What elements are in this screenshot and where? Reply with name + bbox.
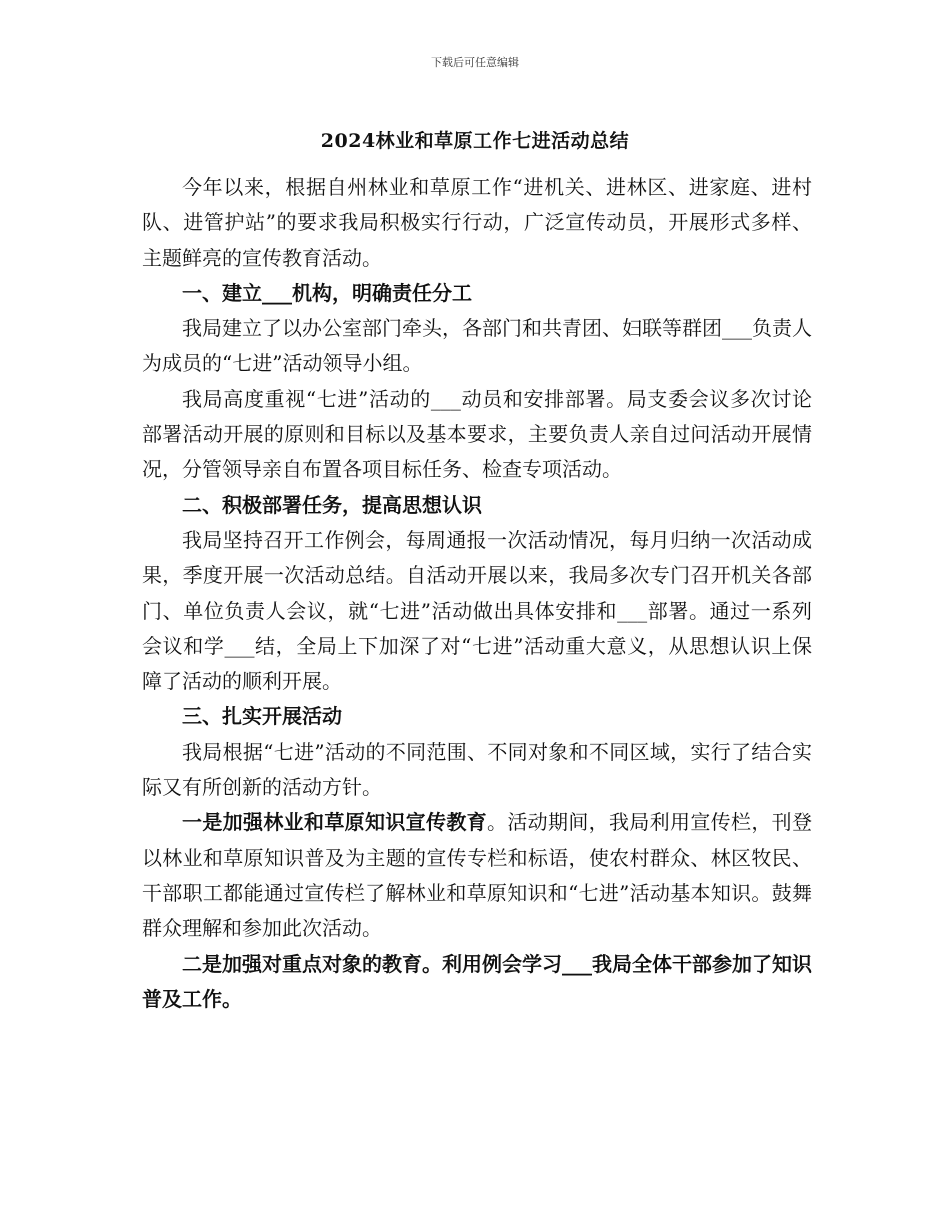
section-1-paragraph-1: 我局建立了以办公室部门牵头，各部门和共青团、妇联等群团___负责人为成员的“七进”活动领导小组。 [142,316,812,376]
section-3-item-1-lead: 一是加强林业和草原知识宣传教育 [182,810,487,835]
page-header-note: 下载后可任意编辑 [431,56,519,69]
section-2-paragraph-1: 我局坚持召开工作例会，每周通报一次活动情况，每月归纳一次活动成果，季度开展一次活动总结。自活动开展以来，我局多次专门召开机关各部门、单位负责人会议，就“七进”活动做出具体安排和___部署。通过一系列会议和学___结，全局上下加深了对“七进”活动重大意义，从思想认识上保障了活动的顺利开展。 [142,527,812,694]
section-2-heading: 二、积极部署任务，提高思想认识 [182,492,482,517]
section-3-item-1 [142,805,812,946]
section-1-paragraph-2: 我局高度重视“七进”活动的___动员和安排部署。局支委会议多次讨论部署活动开展的原则和目标以及基本要求，主要负责人亲自过问活动开展情况，分管领导亲自布置各项目标任务、检查专项活动。 [142,386,812,482]
section-3-item-1-rest: 。活动期间，我局利用宣传栏，刊登以林业和草原知识普及为主题的宣传专栏和标语，使农村群众、林区牧民、干部职工都能通过宣传栏了解林业和草原知识和“七进”活动基本知识。鼓舞群众理解和参加此次活动。 [142,810,812,941]
intro-paragraph: 今年以来，根据自州林业和草原工作“进机关、进林区、进家庭、进村队、进管护站”的要求我局积极实行行动，广泛宣传动员，开展形式多样、主题鲜亮的宣传教育活动。 [142,175,812,270]
section-3-paragraph-1: 我局根据“七进”活动的不同范围、不同对象和不同区域，实行了结合实际又有所创新的活动方针。 [142,739,812,800]
document-title: 2024林业和草原工作七进活动总结 [320,130,630,152]
section-1-heading: 一、建立___机构，明确责任分工 [182,280,472,305]
section-3-heading: 三、扎实开展活动 [182,704,342,729]
section-3-item-2: 二是加强对重点对象的教育。利用例会学习___我局全体干部参加了知识普及工作。 [142,951,812,1011]
document-body [142,170,812,1017]
